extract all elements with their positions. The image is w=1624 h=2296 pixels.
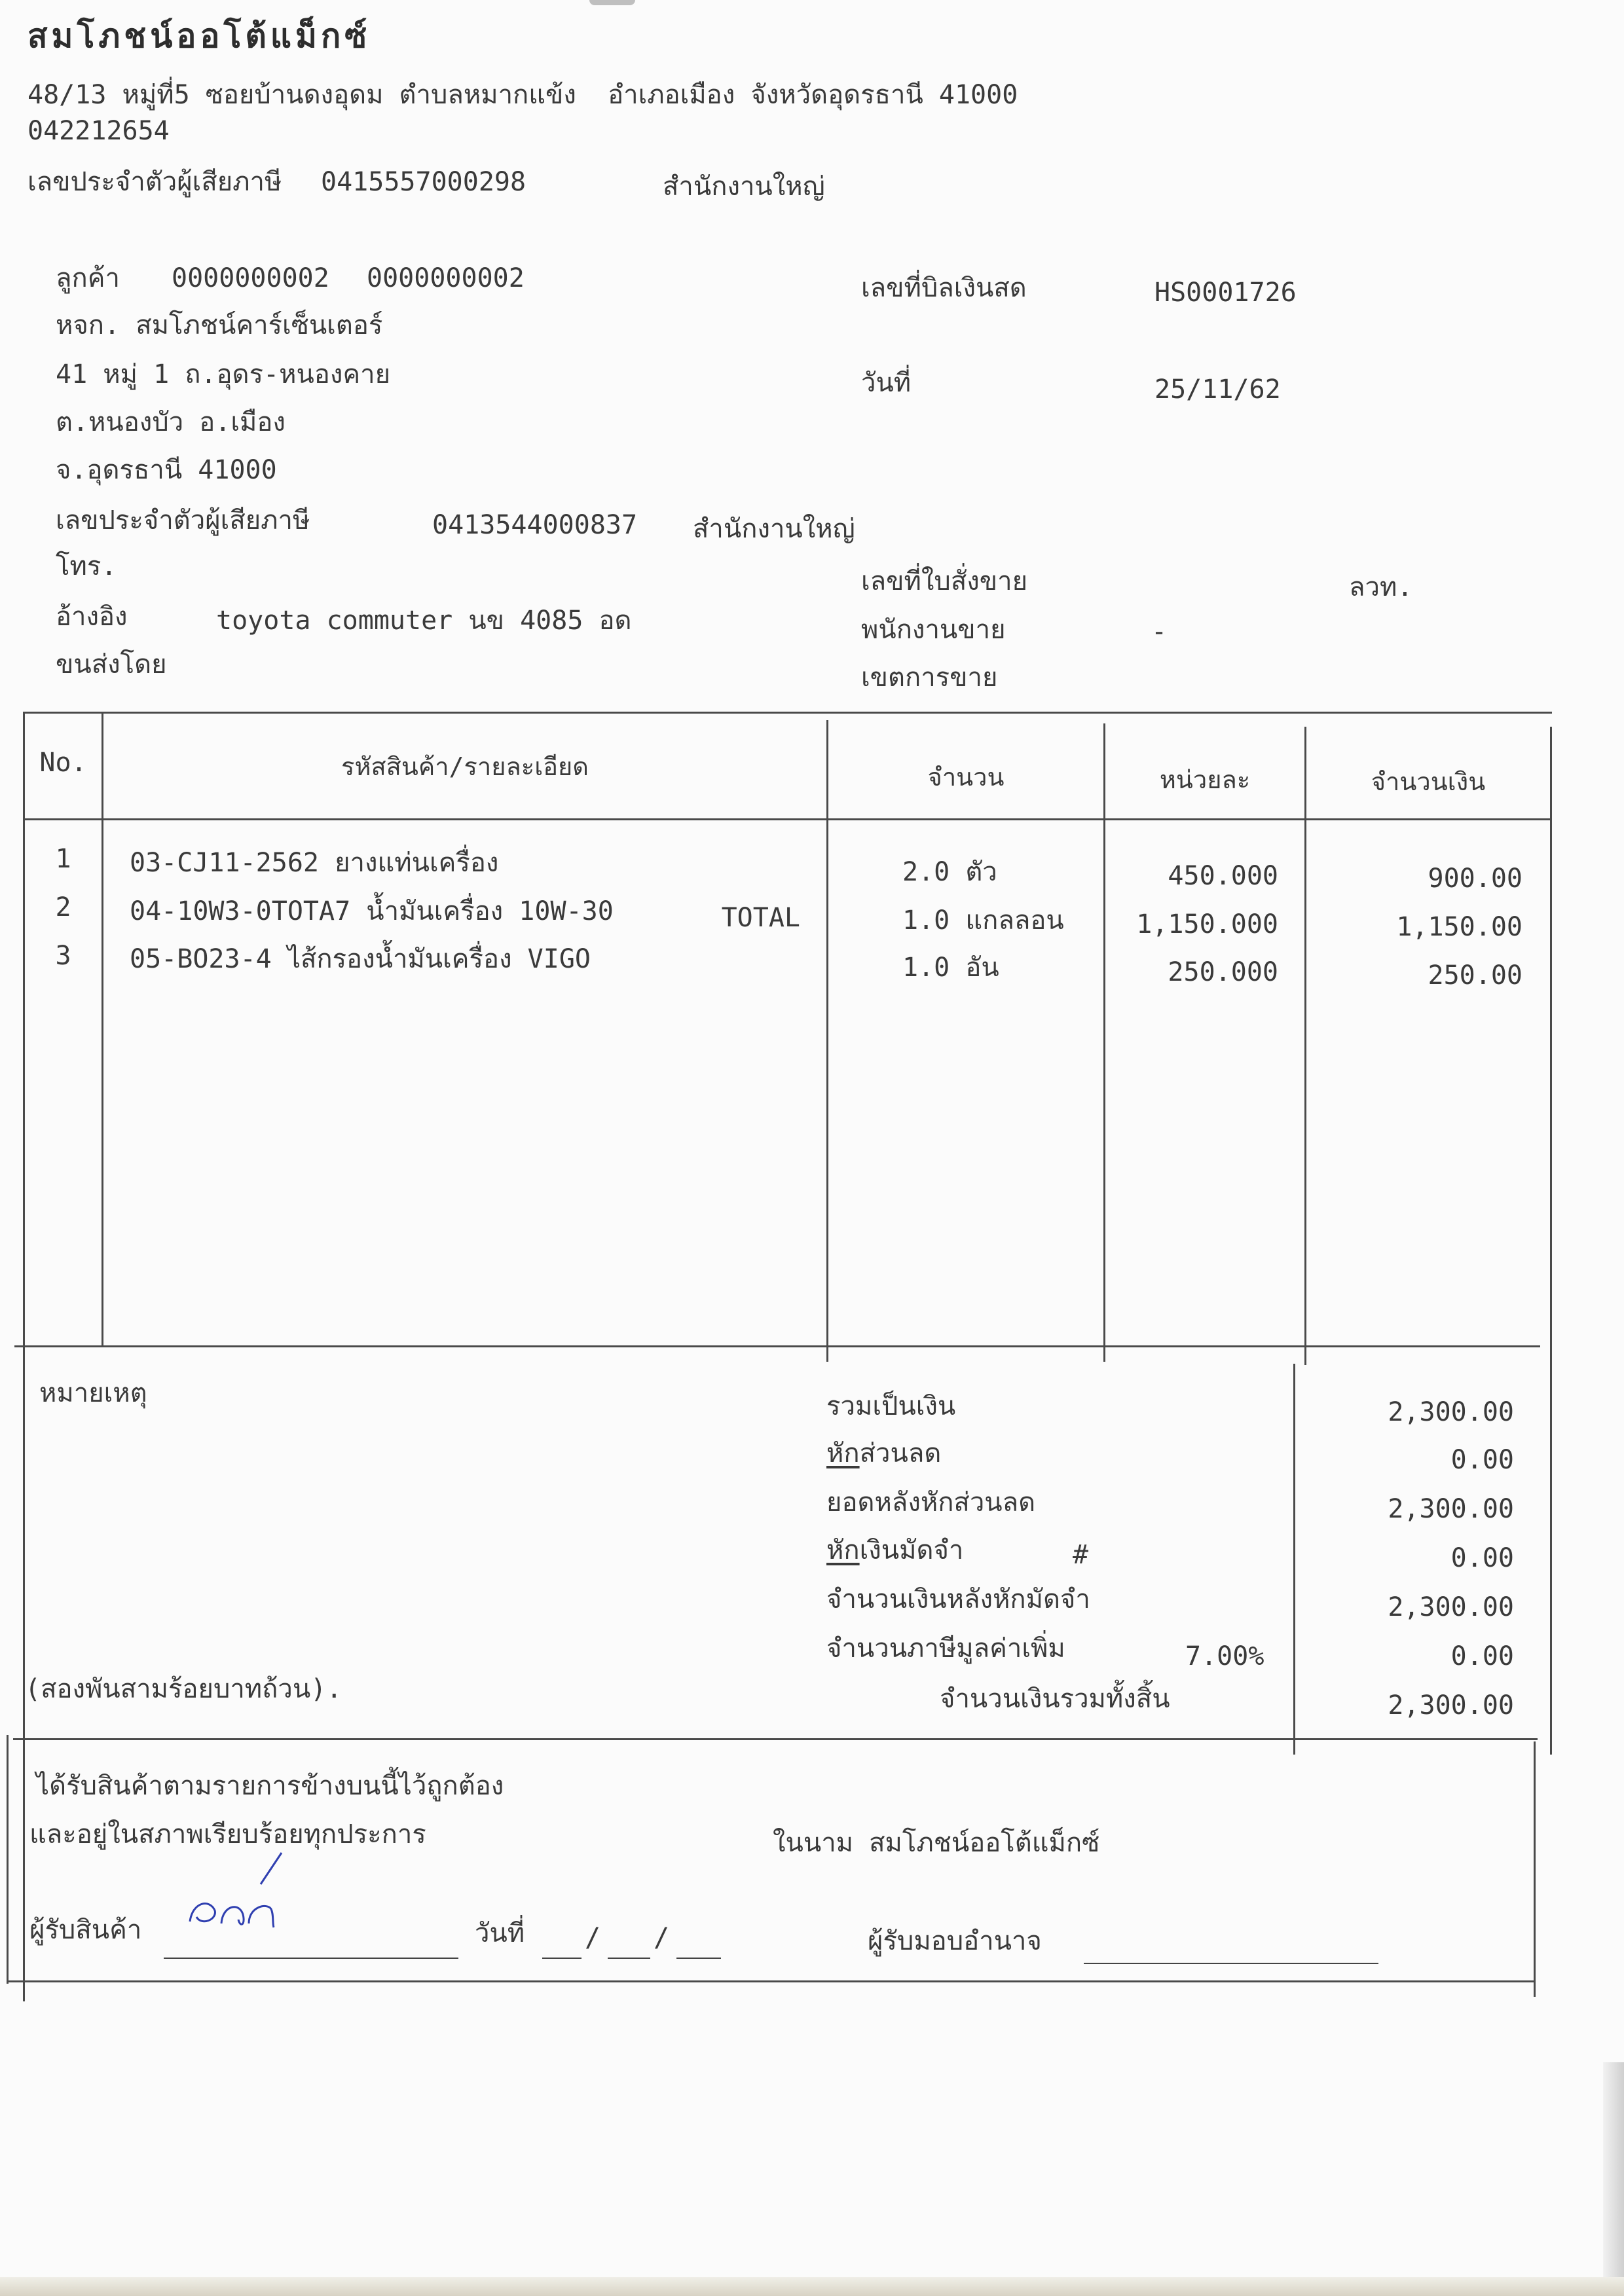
received-statement-2: และอยู่ในสภาพเรียบร้อยทุกประการ — [29, 1819, 426, 1850]
table-top-border — [23, 712, 1552, 714]
customer-branch: สำนักงานใหญ่ — [693, 514, 855, 544]
receive-date-year-blank — [676, 1958, 721, 1959]
subtotal-label: รวมเป็นเงิน — [826, 1391, 956, 1421]
receive-date-month-blank — [608, 1958, 650, 1959]
discount-label-prefix: หัก — [826, 1438, 860, 1468]
header-no: No. — [39, 748, 87, 778]
customer-label: ลูกค้า — [56, 263, 120, 293]
row-3-qty: 1.0 อัน — [902, 953, 999, 983]
row-3-unit-price: 250.000 — [1168, 957, 1278, 987]
receive-date-slash-2: / — [654, 1923, 670, 1953]
customer-ref-label: อ้างอิง — [56, 602, 128, 632]
company-name: สมโภชน์ออโต้แม็กซ์ — [28, 17, 371, 55]
row-1-qty: 2.0 ตัว — [902, 857, 997, 887]
after-discount-value: 2,300.00 — [1388, 1494, 1514, 1524]
row-3-amount: 250.00 — [1428, 960, 1522, 991]
vat-label: จำนวนภาษีมูลค่าเพิ่ม — [826, 1633, 1065, 1664]
table-header-divider — [23, 818, 1552, 820]
salesperson-label: พนักงานขาย — [861, 615, 1006, 645]
company-taxid: 0415557000298 — [321, 167, 526, 197]
company-branch: สำนักงานใหญ่ — [663, 172, 825, 202]
customer-address-1: 41 หมู่ 1 ถ.อุดร-หนองคาย — [56, 359, 391, 390]
footer-right-border — [1534, 1741, 1536, 1997]
received-statement-1: ได้รับสินค้าตามรายการข้างบนนี้ไว้ถูกต้อง — [36, 1771, 504, 1801]
discount-label — [826, 1440, 941, 1467]
authorized-signature-line — [1084, 1963, 1378, 1964]
row-2-unit-price: 1,150.000 — [1136, 909, 1278, 939]
date-label: วันที่ — [861, 368, 912, 398]
receiver-signature-line — [164, 1958, 458, 1959]
col-divider-qty — [1103, 723, 1105, 1362]
company-address: 48/13 หมู่ที่5 ซอยบ้านดงอุดม ตำบลหมากแข้ง อำเภอเมือง จังหวัดอุดรธานี 41000 — [28, 80, 1018, 110]
company-phone: 042212654 — [28, 116, 170, 146]
on-behalf-of: ในนาม สมโภชน์ออโต้แม็กซ์ — [773, 1828, 1100, 1858]
subtotal-value: 2,300.00 — [1388, 1397, 1514, 1427]
deposit-label — [826, 1537, 963, 1563]
header-qty: จำนวน — [927, 763, 1005, 792]
customer-address-2: ต.หนองบัว อ.เมือง — [56, 407, 286, 437]
items-bottom-border — [14, 1345, 1540, 1347]
scan-page-edge-bottom — [0, 2277, 1624, 2296]
customer-ref: toyota commuter นข 4085 อด — [216, 606, 632, 636]
bill-no-label: เลขที่บิลเงินสด — [861, 273, 1027, 303]
customer-shipping-label: ขนส่งโดย — [56, 649, 167, 680]
footer-left-border — [7, 1735, 9, 1984]
row-2-no: 2 — [55, 892, 71, 922]
row-1-item: 03-CJ11-2562 ยางแท่นเครื่อง — [130, 848, 499, 878]
discount-label-text: ส่วนลด — [859, 1438, 942, 1468]
customer-taxid-label: เลขประจำตัวผู้เสียภาษี — [56, 505, 310, 536]
deposit-label-prefix: หัก — [826, 1535, 860, 1565]
receive-date-label: วันที่ — [475, 1918, 525, 1948]
footer-bottom-border — [7, 1980, 1534, 1982]
authorized-label: ผู้รับมอบอำนาจ — [868, 1926, 1042, 1956]
header-item: รหัสสินค้า/รายละเอียด — [341, 752, 589, 781]
customer-taxid: 0413544000837 — [432, 510, 638, 540]
customer-name: หจก. สมโภชน์คาร์เซ็นเตอร์ — [56, 310, 383, 340]
after-deposit-label: จำนวนเงินหลังหักมัดจำ — [826, 1584, 1090, 1614]
row-2-item: 04-10W3-0TOTA7 น้ำมันเครื่อง 10W-30 — [130, 896, 614, 926]
discount-value: 0.00 — [1450, 1445, 1514, 1475]
customer-code-2: 0000000002 — [367, 263, 525, 293]
row-2-amount: 1,150.00 — [1396, 912, 1522, 942]
row-3-no: 3 — [55, 941, 71, 971]
deposit-value: 0.00 — [1450, 1543, 1514, 1573]
grand-total-value: 2,300.00 — [1388, 1690, 1514, 1721]
company-taxid-label: เลขประจำตัวผู้เสียภาษี — [28, 167, 282, 197]
vat-value: 0.00 — [1450, 1641, 1514, 1671]
receive-date-slash-1: / — [585, 1923, 601, 1953]
scan-page-edge-right — [1603, 2062, 1624, 2296]
col-divider-price — [1304, 727, 1306, 1365]
after-discount-label: ยอดหลังหักส่วนลด — [826, 1487, 1036, 1518]
order-no: ลวท. — [1349, 572, 1413, 602]
table-right-border — [1550, 727, 1552, 1755]
row-1-amount: 900.00 — [1428, 864, 1522, 894]
summary-value-divider — [1293, 1364, 1295, 1755]
salesperson: - — [1151, 617, 1168, 647]
amount-in-words: (สองพันสามร้อยบาทถ้วน). — [25, 1674, 342, 1704]
note-label: หมายเหตุ — [39, 1378, 147, 1408]
sales-zone-label: เขตการขาย — [861, 663, 998, 693]
row-1-no: 1 — [55, 844, 71, 874]
header-unit-price: หน่วยละ — [1159, 765, 1251, 794]
customer-address-3: จ.อุดรธานี 41000 — [56, 455, 277, 485]
header-amount: จำนวนเงิน — [1371, 767, 1486, 796]
bill-no: HS0001726 — [1154, 278, 1297, 308]
col-divider-item — [826, 720, 828, 1362]
grand-total-label: จำนวนเงินรวมทั้งสิ้น — [940, 1684, 1170, 1714]
deposit-hash: # — [1073, 1540, 1089, 1570]
invoice-date: 25/11/62 — [1154, 374, 1281, 405]
customer-code-1: 0000000002 — [172, 263, 329, 293]
row-2-brand: TOTAL — [721, 903, 800, 933]
receiver-label: ผู้รับสินค้า — [29, 1915, 142, 1945]
customer-phone-label: โทร. — [56, 551, 117, 581]
receiver-signature — [183, 1846, 295, 1938]
deposit-label-text: เงินมัดจำ — [859, 1535, 964, 1565]
row-2-qty: 1.0 แกลลอน — [902, 905, 1064, 936]
col-divider-no — [101, 712, 103, 1347]
scan-artifact — [589, 0, 635, 5]
summary-bottom-border — [13, 1738, 1538, 1740]
order-no-label: เลขที่ใบสั่งขาย — [861, 566, 1028, 596]
after-deposit-value: 2,300.00 — [1388, 1592, 1514, 1622]
receive-date-day-blank — [542, 1958, 581, 1959]
row-1-unit-price: 450.000 — [1168, 861, 1278, 891]
vat-rate: 7.00% — [1185, 1641, 1264, 1671]
row-3-item: 05-BO23-4 ไส้กรองน้ำมันเครื่อง VIGO — [130, 944, 591, 974]
